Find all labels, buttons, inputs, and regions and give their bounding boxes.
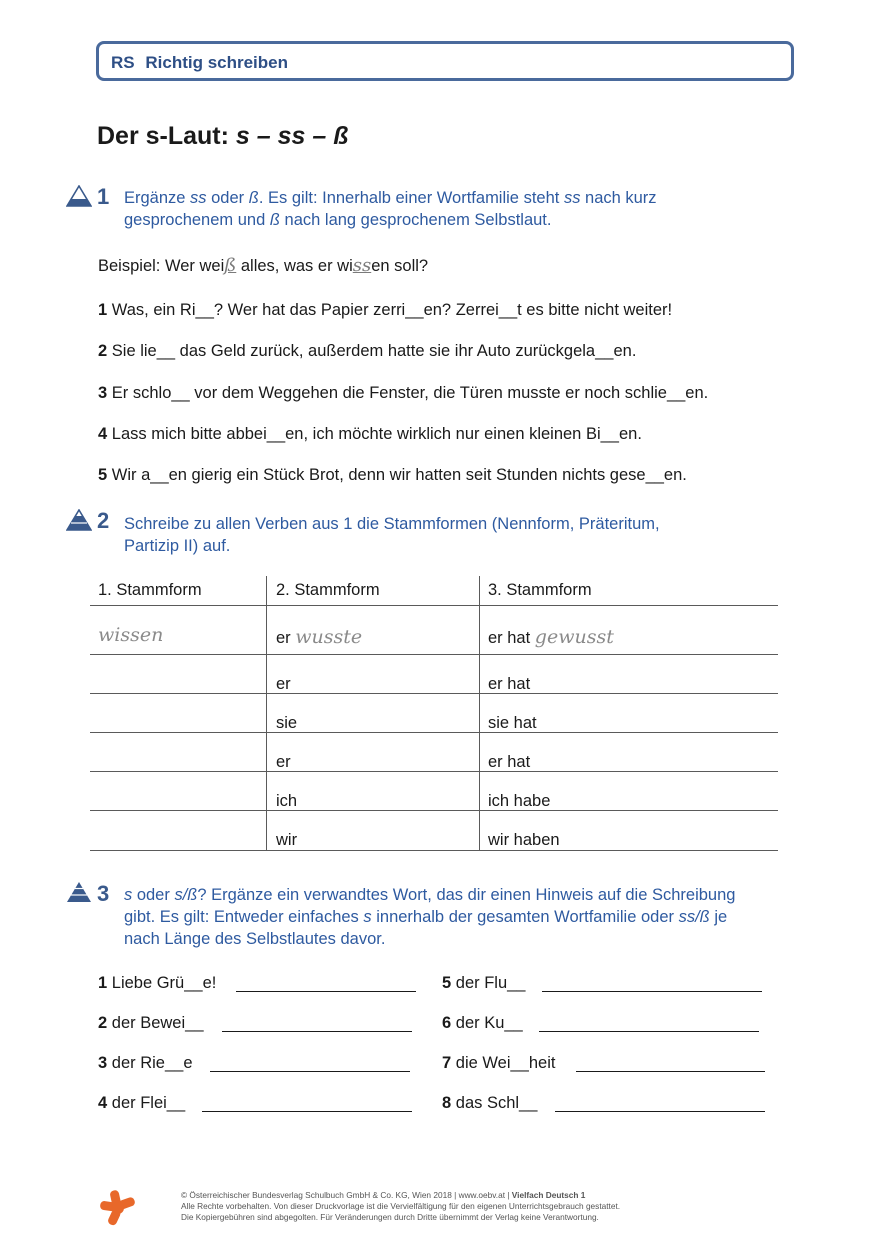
answer-line[interactable] [202, 1111, 412, 1112]
table-cell[interactable] [90, 694, 266, 732]
task-3-item: 2 der Bewei__ [98, 1014, 204, 1032]
task-2-number: 2 [97, 508, 110, 533]
table-cell: er wusste [266, 606, 479, 654]
answer-line[interactable] [542, 991, 762, 992]
section-header [96, 41, 794, 81]
task-3-item: 5 der Flu__ [442, 974, 526, 992]
task-3-item: 7 die Wei__heit [442, 1054, 556, 1072]
task-3-item: 4 der Flei__ [98, 1094, 186, 1112]
answer-line[interactable] [539, 1031, 759, 1032]
table-cell[interactable]: sie [266, 694, 479, 732]
difficulty-pyramid-icon [66, 185, 92, 207]
table-cell[interactable] [90, 811, 266, 850]
task-3-instructions: s oder s/ß? Ergänze ein verwandtes Wort, das dir einen Hinweis auf die Schreibung gibt. Es gilt: Entweder einfaches s innerhalb der gesamten Wortfamilie oder ss/ß je nach Länge des Selbstlautes davor. [124, 886, 736, 948]
table-example-row [90, 606, 778, 655]
task-3-number: 3 [97, 881, 110, 906]
task-3-item: 6 der Ku__ [442, 1014, 523, 1032]
table-cell[interactable] [90, 772, 266, 810]
table-cell[interactable]: er [266, 733, 479, 771]
table-header-cell: 1. Stammform [98, 581, 202, 599]
task-1-instructions: Ergänze ss oder ß. Es gilt: Innerhalb einer Wortfamilie steht ss nach kurz gesprochenem und ß nach lang gesprochenem Selbstlaut. [124, 189, 657, 229]
table-row [90, 733, 778, 772]
table-cell[interactable]: wir haben [479, 811, 778, 850]
answer-line[interactable] [236, 991, 416, 992]
task-3-item: 1 Liebe Grü__e! [98, 974, 217, 992]
table-cell[interactable]: wir [266, 811, 479, 850]
task-1-item: 2 Sie lie__ das Geld zurück, außerdem hatte sie ihr Auto zurückgela__en. [98, 342, 637, 360]
task-1-item: 5 Wir a__en gierig ein Stück Brot, denn wir hatten seit Stunden nichts gese__en. [98, 466, 687, 484]
table-cell[interactable] [90, 733, 266, 771]
footer-copyright: © Österreichischer Bundesverlag Schulbuch GmbH & Co. KG, Wien 2018 | www.oebv.at | Vielfach Deutsch 1 Alle Rechte vorbehalten. Von dieser Druckvorlage ist die Vervielfältigung für den eigenen Unterrichtsgebrauch gestattet. Die Kopiergebühren sind abgegolten. Für Veränderungen durch Dritte übernimmt der Verlag keine Verantwortung. [181, 1190, 621, 1222]
stammformen-table [90, 576, 778, 851]
difficulty-pyramid-icon [66, 881, 92, 903]
example-handwritten-1: ß [224, 255, 237, 276]
table-header-cell: 3. Stammform [479, 576, 778, 605]
table-cell[interactable]: er [266, 655, 479, 693]
table-row [90, 772, 778, 811]
example-sentence: Beispiel: Wer weiß alles, was er wissen soll? [98, 255, 429, 276]
page-title-italic: s – ss – ß [235, 122, 349, 150]
example-handwritten-2: ss [352, 255, 372, 276]
table-cell[interactable]: er hat [479, 733, 778, 771]
task-3-item: 3 der Rie__e [98, 1054, 193, 1072]
table-cell: er hat gewusst [479, 606, 778, 654]
table-header-cell: 2. Stammform [266, 576, 479, 605]
task-1-item: 4 Lass mich bitte abbei__en, ich möchte wirklich nur einen kleinen Bi__en. [98, 425, 642, 443]
page-title: Der s-Laut: s – ss – ß [97, 122, 349, 150]
table-header-row [90, 576, 778, 606]
answer-line[interactable] [210, 1071, 410, 1072]
section-code: RS [111, 53, 135, 72]
table-cell[interactable]: ich [266, 772, 479, 810]
table-row [90, 694, 778, 733]
answer-line[interactable] [555, 1111, 765, 1112]
task-1-number: 1 [97, 184, 110, 209]
table-row [90, 811, 778, 851]
table-cell[interactable] [90, 655, 266, 693]
table-cell[interactable]: sie hat [479, 694, 778, 732]
table-cell: wissen [98, 624, 164, 646]
table-cell[interactable]: ich habe [479, 772, 778, 810]
answer-line[interactable] [222, 1031, 412, 1032]
answer-line[interactable] [576, 1071, 765, 1072]
table-row [90, 655, 778, 694]
table-cell[interactable]: er hat [479, 655, 778, 693]
section-label: Richtig schreiben [145, 53, 288, 72]
task-1-item: 1 Was, ein Ri__? Wer hat das Papier zerri__en? Zerrei__t es bitte nicht weiter! [98, 301, 673, 319]
task-1-item: 3 Er schlo__ vor dem Weggehen die Fenster, die Türen musste er noch schlie__en. [98, 384, 709, 402]
task-2-instructions: Schreibe zu allen Verben aus 1 die Stammformen (Nennform, Präteritum, Partizip II) auf. [124, 515, 660, 555]
difficulty-pyramid-icon [66, 509, 92, 531]
publisher-logo-icon [98, 1188, 138, 1228]
task-3-item: 8 das Schl__ [442, 1094, 538, 1112]
